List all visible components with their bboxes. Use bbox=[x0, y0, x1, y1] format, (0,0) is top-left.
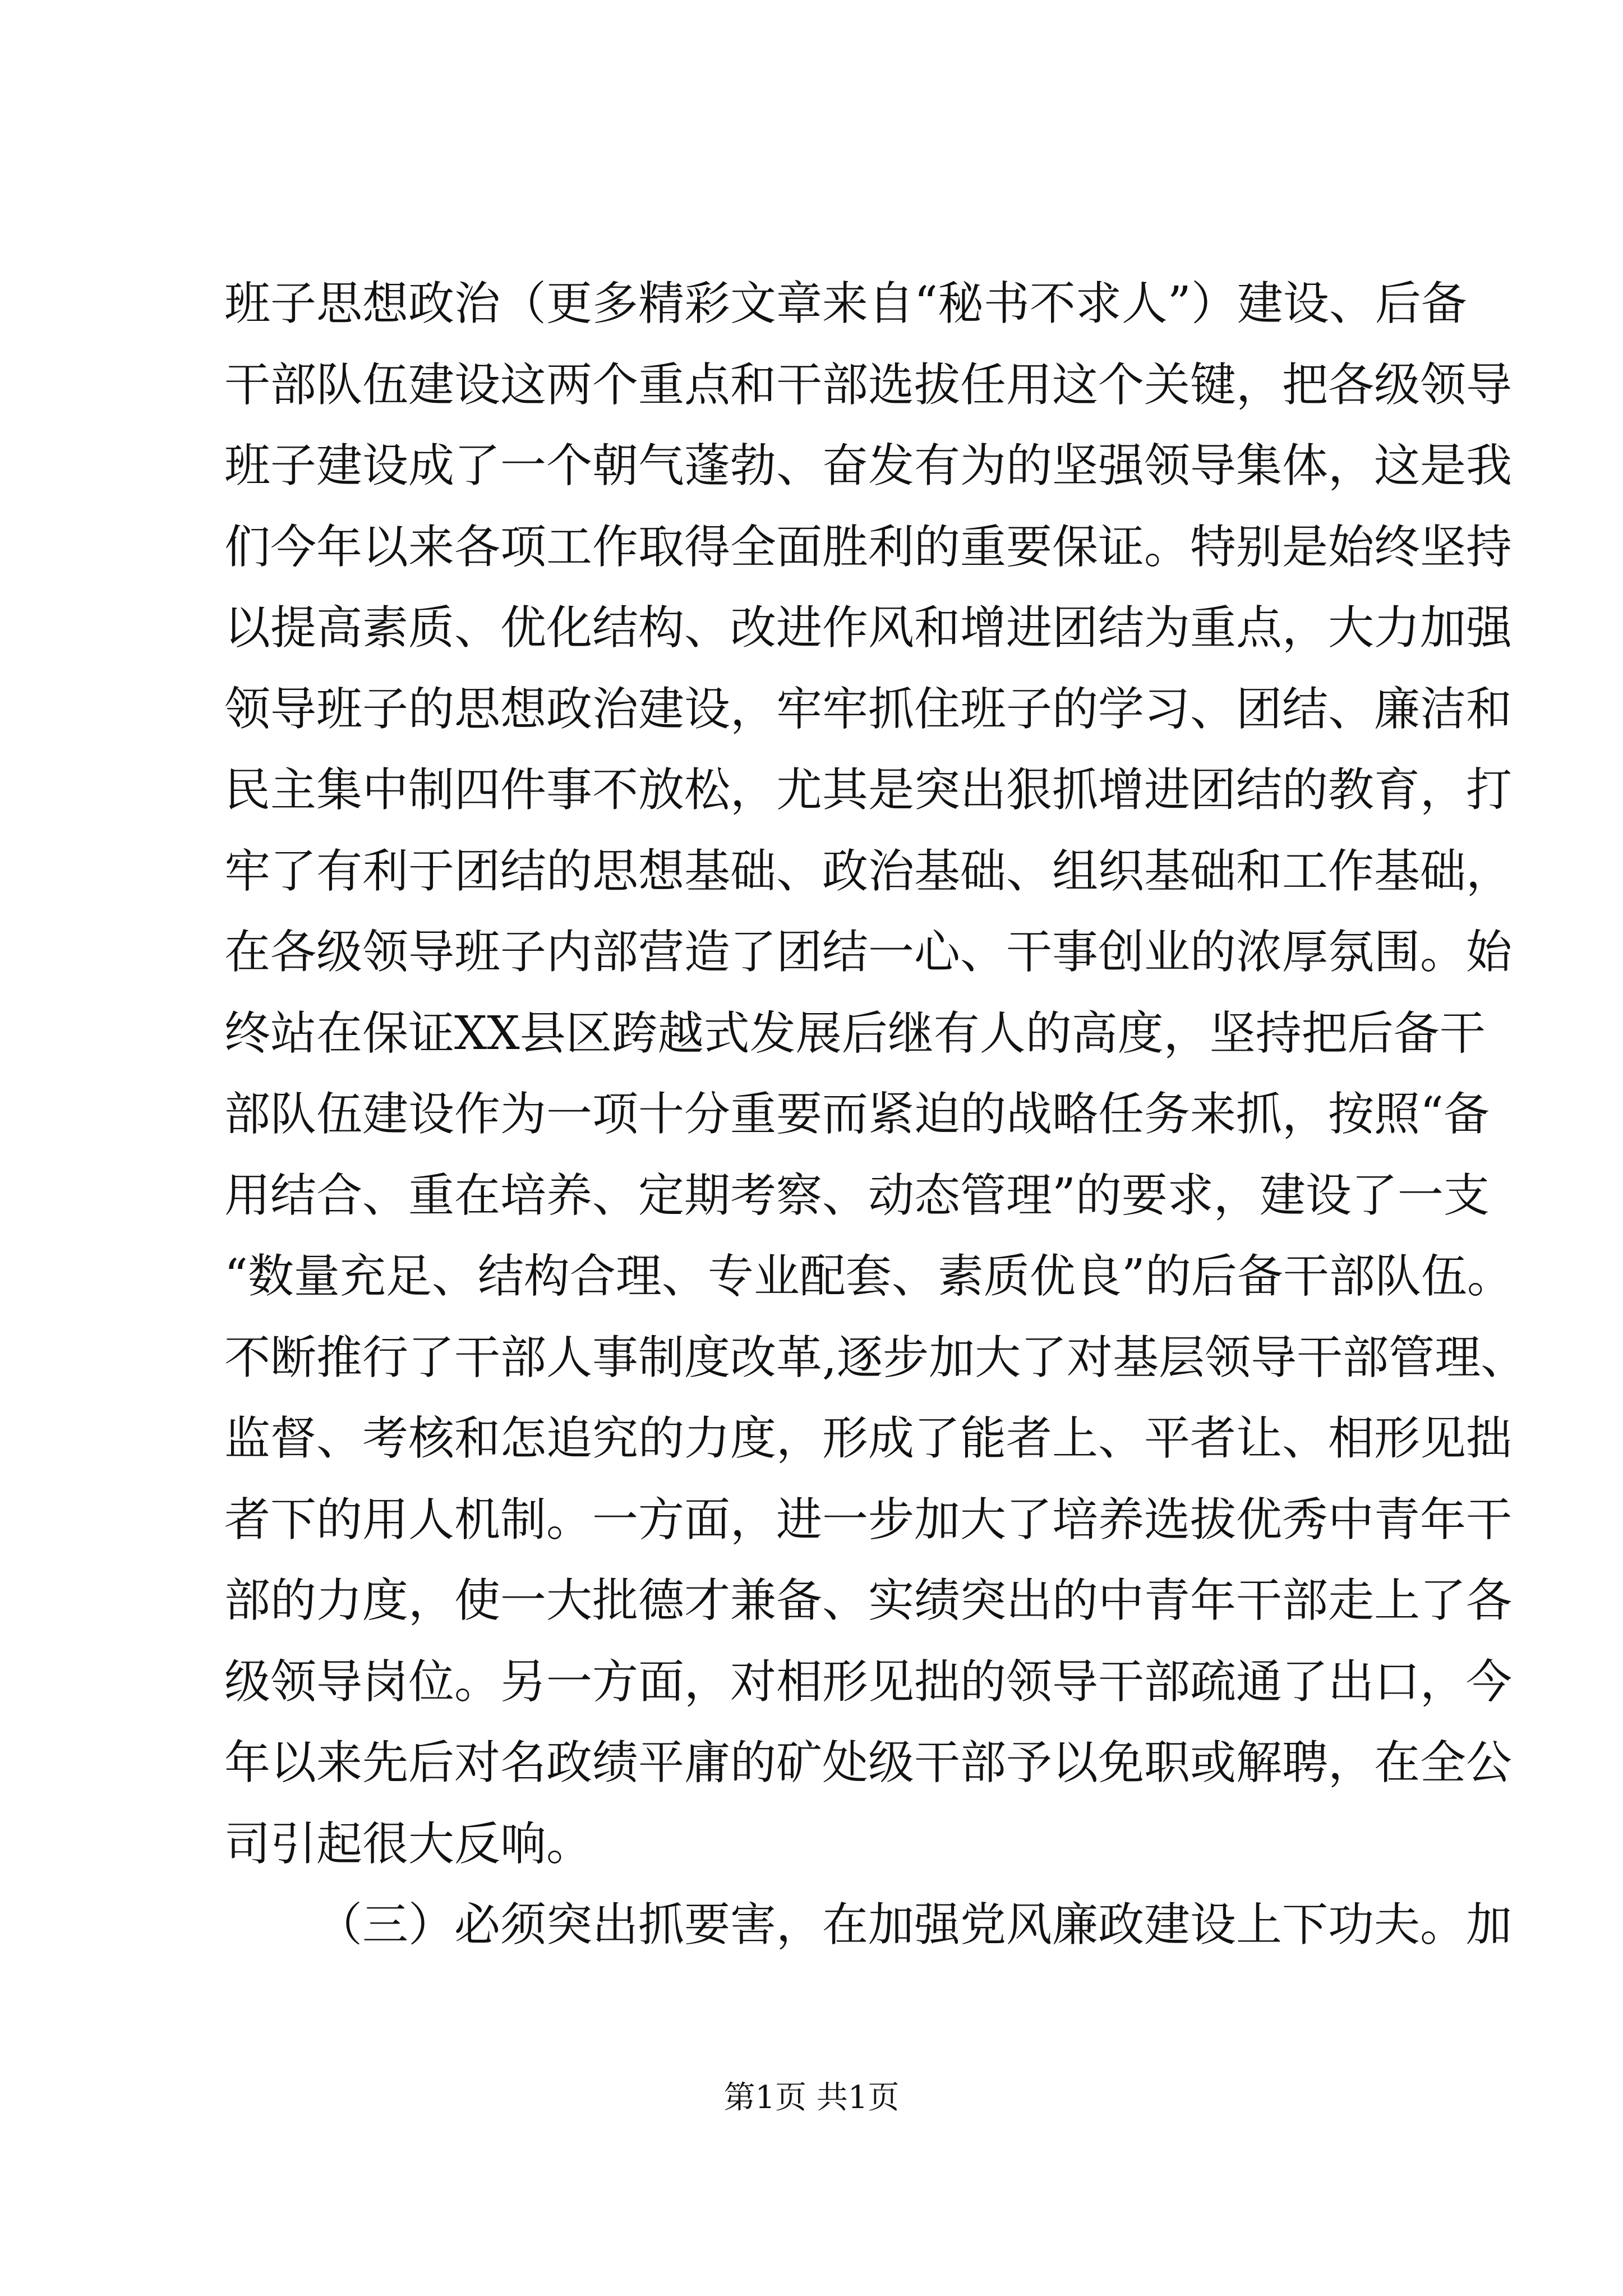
text-line: 班子建设成了一个朝气蓬勃、奋发有为的坚强领导集体，这是我 bbox=[224, 439, 1513, 493]
text-line: 们今年以来各项工作取得全面胜利的重要保证。特别是始终坚持 bbox=[224, 520, 1513, 574]
body-text bbox=[224, 264, 1527, 1966]
text-line: 不断推行了干部人事制度改革,逐步加大了对基层领导干部管理、 bbox=[224, 1331, 1527, 1384]
text-line: 用结合、重在培养、定期考察、动态管理”的要求，建设了一支 bbox=[224, 1168, 1490, 1222]
text-line: “数量充足、结构合理、专业配套、素质优良”的后备干部队伍。 bbox=[224, 1250, 1513, 1303]
page-footer: 第1页 共1页 bbox=[723, 2079, 900, 2116]
text-line: 牢了有利于团结的思想基础、政治基础、组织基础和工作基础， bbox=[224, 844, 1513, 898]
text-line: 以提高素质、优化结构、改进作风和增进团结为重点，大力加强 bbox=[224, 601, 1513, 655]
text-line: 监督、考核和怎追究的力度，形成了能者上、平者让、相形见拙 bbox=[224, 1412, 1513, 1465]
text-line: 部队伍建设作为一项十分重要而紧迫的战略任务来抓，按照“备 bbox=[224, 1088, 1490, 1141]
text-line: 者下的用人机制。一方面，进一步加大了培养选拔优秀中青年干 bbox=[224, 1493, 1513, 1547]
text-line: 终站在保证XX县区跨越式发展后继有人的高度，坚持把后备干 bbox=[224, 1006, 1486, 1060]
section-heading-line: （三）必须突出抓要害，在加强党风廉政建设上下功夫。加 bbox=[316, 1898, 1513, 1952]
text-line: 级领导岗位。另一方面，对相形见拙的领导干部疏通了出口，今 bbox=[224, 1655, 1513, 1709]
text-line: 司引起很大反响。 bbox=[224, 1817, 593, 1871]
text-line: 年以来先后对名政绩平庸的矿处级干部予以免职或解聘，在全公 bbox=[224, 1736, 1513, 1789]
text-line: 部的力度，使一大批德才兼备、实绩突出的中青年干部走上了各 bbox=[224, 1574, 1513, 1627]
text-line: 领导班子的思想政治建设，牢牢抓住班子的学习、团结、廉洁和 bbox=[224, 682, 1513, 736]
text-line: 在各级领导班子内部营造了团结一心、干事创业的浓厚氛围。始 bbox=[224, 926, 1513, 979]
text-line: 班子思想政治（更多精彩文章来自“秘书不求人”）建设、后备 bbox=[224, 277, 1467, 330]
text-line: 民主集中制四件事不放松，尤其是突出狠抓增进团结的教育，打 bbox=[224, 763, 1513, 817]
text-line: 干部队伍建设这两个重点和干部选拔任用这个关键，把各级领导 bbox=[224, 358, 1513, 412]
